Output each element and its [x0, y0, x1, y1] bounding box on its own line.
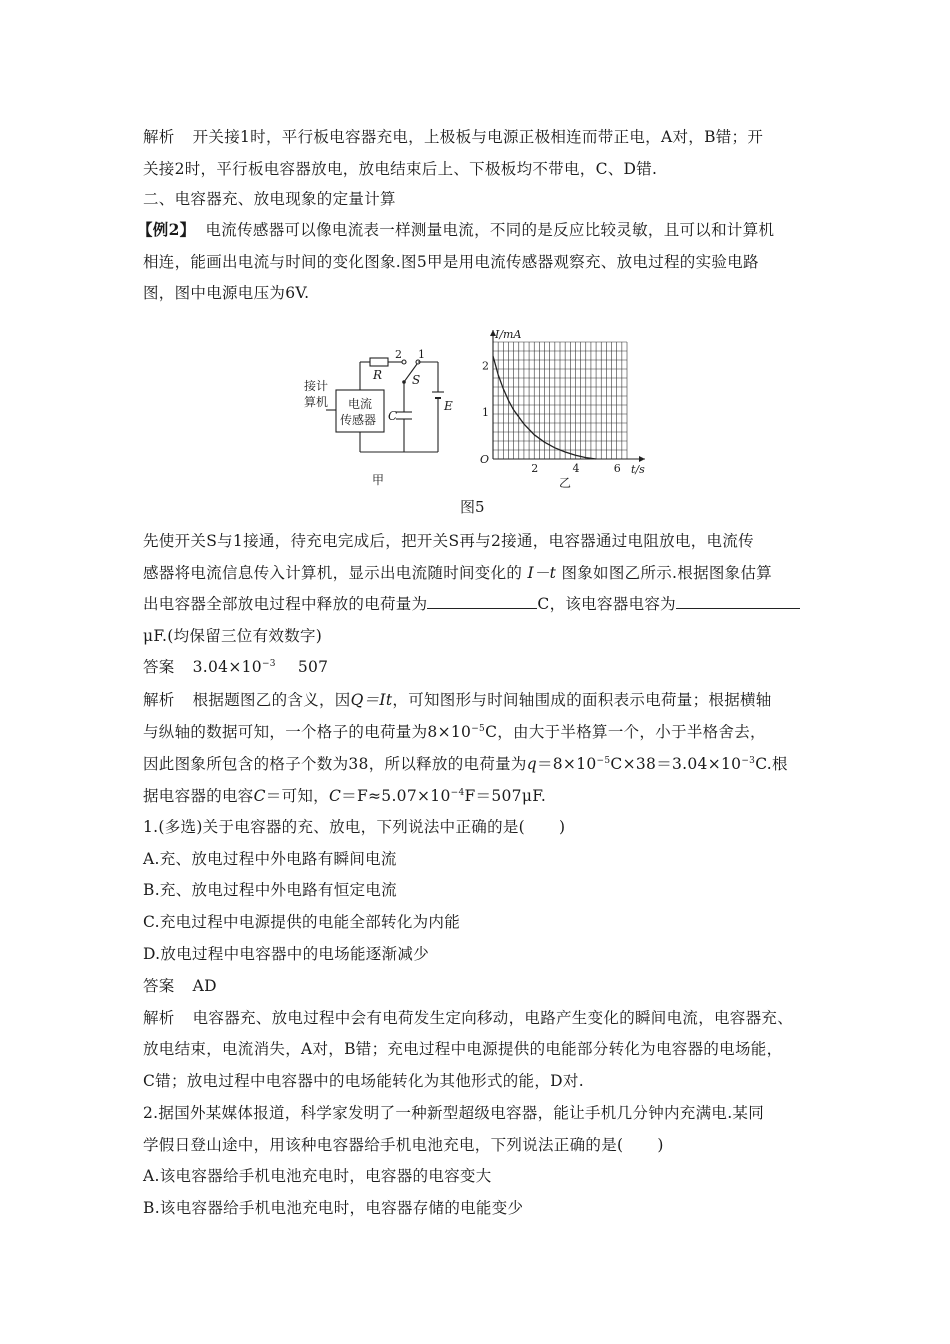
analysis-line: 放电结束，电流消失，A对，B错；充电过程中电源提供的电能部分转化为电容器的电场能，: [143, 1040, 783, 1058]
option-c: C.充电过程中电源提供的电能全部转化为内能: [143, 913, 461, 931]
chart-ticks: [482, 359, 621, 475]
terminal-1-label: 1: [418, 348, 425, 361]
analysis-text: C，由大于半格算一个，小于半格舍去，: [485, 723, 766, 741]
source-label: E: [444, 399, 453, 413]
terminal-2-label: 2: [395, 348, 402, 361]
figure-caption: 图5: [460, 498, 485, 516]
sensor-label-2: 传感器: [340, 413, 377, 427]
answer-label: 答案: [143, 658, 175, 676]
y-tick-label: 2: [482, 359, 489, 373]
question-line: 先使开关S与1接通，待充电完成后，把开关S再与2接通，电容器通过电阻放电，电流传: [143, 532, 754, 550]
analysis-line: [143, 126, 763, 148]
question-text: 图象如图乙所示.根据图象估算: [561, 564, 773, 582]
analysis-line: C错；放电过程中电容器中的电场能转化为其他形式的能，D对.: [143, 1072, 584, 1090]
example-tag: 【例2】: [137, 220, 196, 239]
x-axis-label: t/s: [631, 463, 645, 476]
x-tick-label: 2: [531, 462, 539, 475]
computer-label-1: 接计: [304, 379, 329, 393]
analysis-text: 据电容器的电容: [143, 787, 254, 805]
question-2-text: 学假日登山途中，用该种电容器给手机电池充电，下列说法正确的是(: [143, 1136, 624, 1154]
analysis-text: 开关接1时，平行板电容器充电，上极板与电源正极相连而带正电，A对，B错；开: [192, 128, 764, 146]
question-1-text: ): [559, 818, 566, 836]
analysis-text: 电容器充、放电过程中会有电荷发生定向移动，电路产生变化的瞬间电流，电容器充、: [192, 1009, 794, 1027]
question-text: 出电容器全部放电过程中释放的电荷量为: [143, 595, 428, 613]
resistor-label: R: [373, 368, 383, 382]
answer-charge: 3.04×10: [192, 658, 262, 676]
example-line: 图，图中电源电压为6V.: [143, 284, 310, 302]
origin-label: O: [480, 453, 490, 466]
analysis-text: 因此图象所包含的格子个数为38，所以释放的电荷量为: [143, 755, 527, 773]
q-formula: Q＝It: [350, 691, 393, 709]
analysis-line: [143, 721, 766, 743]
answer-blank-charge[interactable]: [427, 593, 537, 609]
analysis-label: 解析: [143, 691, 175, 709]
answer-line: [143, 656, 328, 678]
exponent: −3: [741, 756, 756, 766]
y-tick-label: 1: [482, 406, 489, 420]
c-symbol: C: [253, 787, 266, 805]
analysis-text: ，可知图形与时间轴围成的面积表示电荷量；根据横轴: [392, 691, 772, 709]
analysis-text: 与纵轴的数据可知，一个格子的电荷量为8×10: [143, 723, 472, 741]
question-1-text: 1.(多选)关于电容器的充、放电，下列说法中正确的是(: [143, 818, 526, 836]
exponent: −5: [471, 724, 486, 734]
capacitor-label: C: [388, 409, 398, 423]
section-heading: 二、电容器充、放电现象的定量计算: [143, 190, 396, 208]
answer-capacitance: 507: [297, 658, 329, 676]
y-axis-label: I/mA: [495, 328, 522, 341]
x-tick-label: 6: [613, 462, 621, 475]
switch-label: S: [412, 373, 421, 387]
c-symbol: C: [328, 787, 342, 805]
question-line: [143, 593, 800, 615]
analysis-line: [143, 158, 657, 180]
analysis-text: 关接2时，平行板电容器放电，放电结束后上、下极板均不带电，C、D错.: [143, 160, 658, 178]
analysis-text: ＝可知，: [265, 787, 329, 805]
it-expression: I－t: [527, 564, 557, 582]
chart-caption: 乙: [558, 476, 571, 490]
example-line: 相连，能画出电流与时间的变化图象.图5甲是用电流传感器观察充、放电过程的实验电路: [143, 253, 759, 271]
option-a: A.该电容器给手机电池充电时，电容器的电容变大: [143, 1167, 492, 1185]
question-line: μF.(均保留三位有效数字): [143, 627, 323, 645]
question-text: C，该电容器电容为: [537, 595, 676, 613]
option-a: A.充、放电过程中外电路有瞬间电流: [143, 850, 397, 868]
analysis-text: ＝8×10: [536, 755, 597, 773]
figure-5: [300, 322, 660, 494]
analysis-label: 解析: [143, 128, 175, 146]
option-b: B.充、放电过程中外电路有恒定电流: [143, 881, 397, 899]
x-axis-arrow: [639, 456, 645, 462]
analysis-text: F＝507μF.: [464, 787, 547, 805]
analysis-line: [143, 689, 772, 711]
example-line: [137, 219, 775, 241]
answer-label: 答案: [143, 977, 175, 995]
sensor-label-1: 电流: [348, 397, 373, 411]
analysis-text: 根据题图乙的含义，因: [192, 691, 351, 709]
question-1-stem: [143, 816, 565, 838]
analysis-line: [143, 1007, 793, 1029]
circuit-caption: 甲: [372, 473, 385, 487]
analysis-label: 解析: [143, 1009, 175, 1027]
question-2-text: ): [657, 1136, 664, 1154]
x-tick-label: 4: [572, 462, 580, 475]
analysis-text: C×38＝3.04×10: [610, 755, 742, 773]
question-2-stem: 2.据国外某媒体报道，科学家发明了一种新型超级电容器，能让手机几分钟内充满电.某同: [143, 1104, 765, 1122]
resistor: [370, 358, 388, 366]
answer-charge-exponent: −3: [261, 659, 276, 669]
question-text: 感器将电流信息传入计算机，显示出电流随时间变化的: [143, 564, 523, 582]
answer-blank-capacitance[interactable]: [676, 593, 800, 609]
answer-line: [143, 975, 217, 997]
option-d: D.放电过程中电容器中的电场能逐渐减少: [143, 945, 430, 963]
analysis-line: [143, 753, 788, 775]
analysis-text: C.根: [755, 755, 788, 773]
exponent: −4: [450, 788, 465, 798]
current-time-chart: [475, 322, 655, 494]
circuit-diagram: [300, 322, 480, 494]
question-2-stem: [143, 1134, 664, 1156]
answer-value: AD: [192, 977, 217, 995]
analysis-text: ＝F≈5.07×10: [341, 787, 451, 805]
example-text: 电流传感器可以像电流表一样测量电流，不同的是反应比较灵敏，且可以和计算机: [205, 221, 775, 239]
chart-grid: [493, 342, 627, 459]
question-line: [143, 562, 772, 584]
option-b: B.该电容器给手机电池充电时，电容器存储的电能变少: [143, 1199, 524, 1217]
computer-label-2: 算机: [304, 395, 329, 409]
q-symbol: q: [526, 755, 537, 773]
exponent: −5: [596, 756, 611, 766]
analysis-line: [143, 785, 546, 807]
